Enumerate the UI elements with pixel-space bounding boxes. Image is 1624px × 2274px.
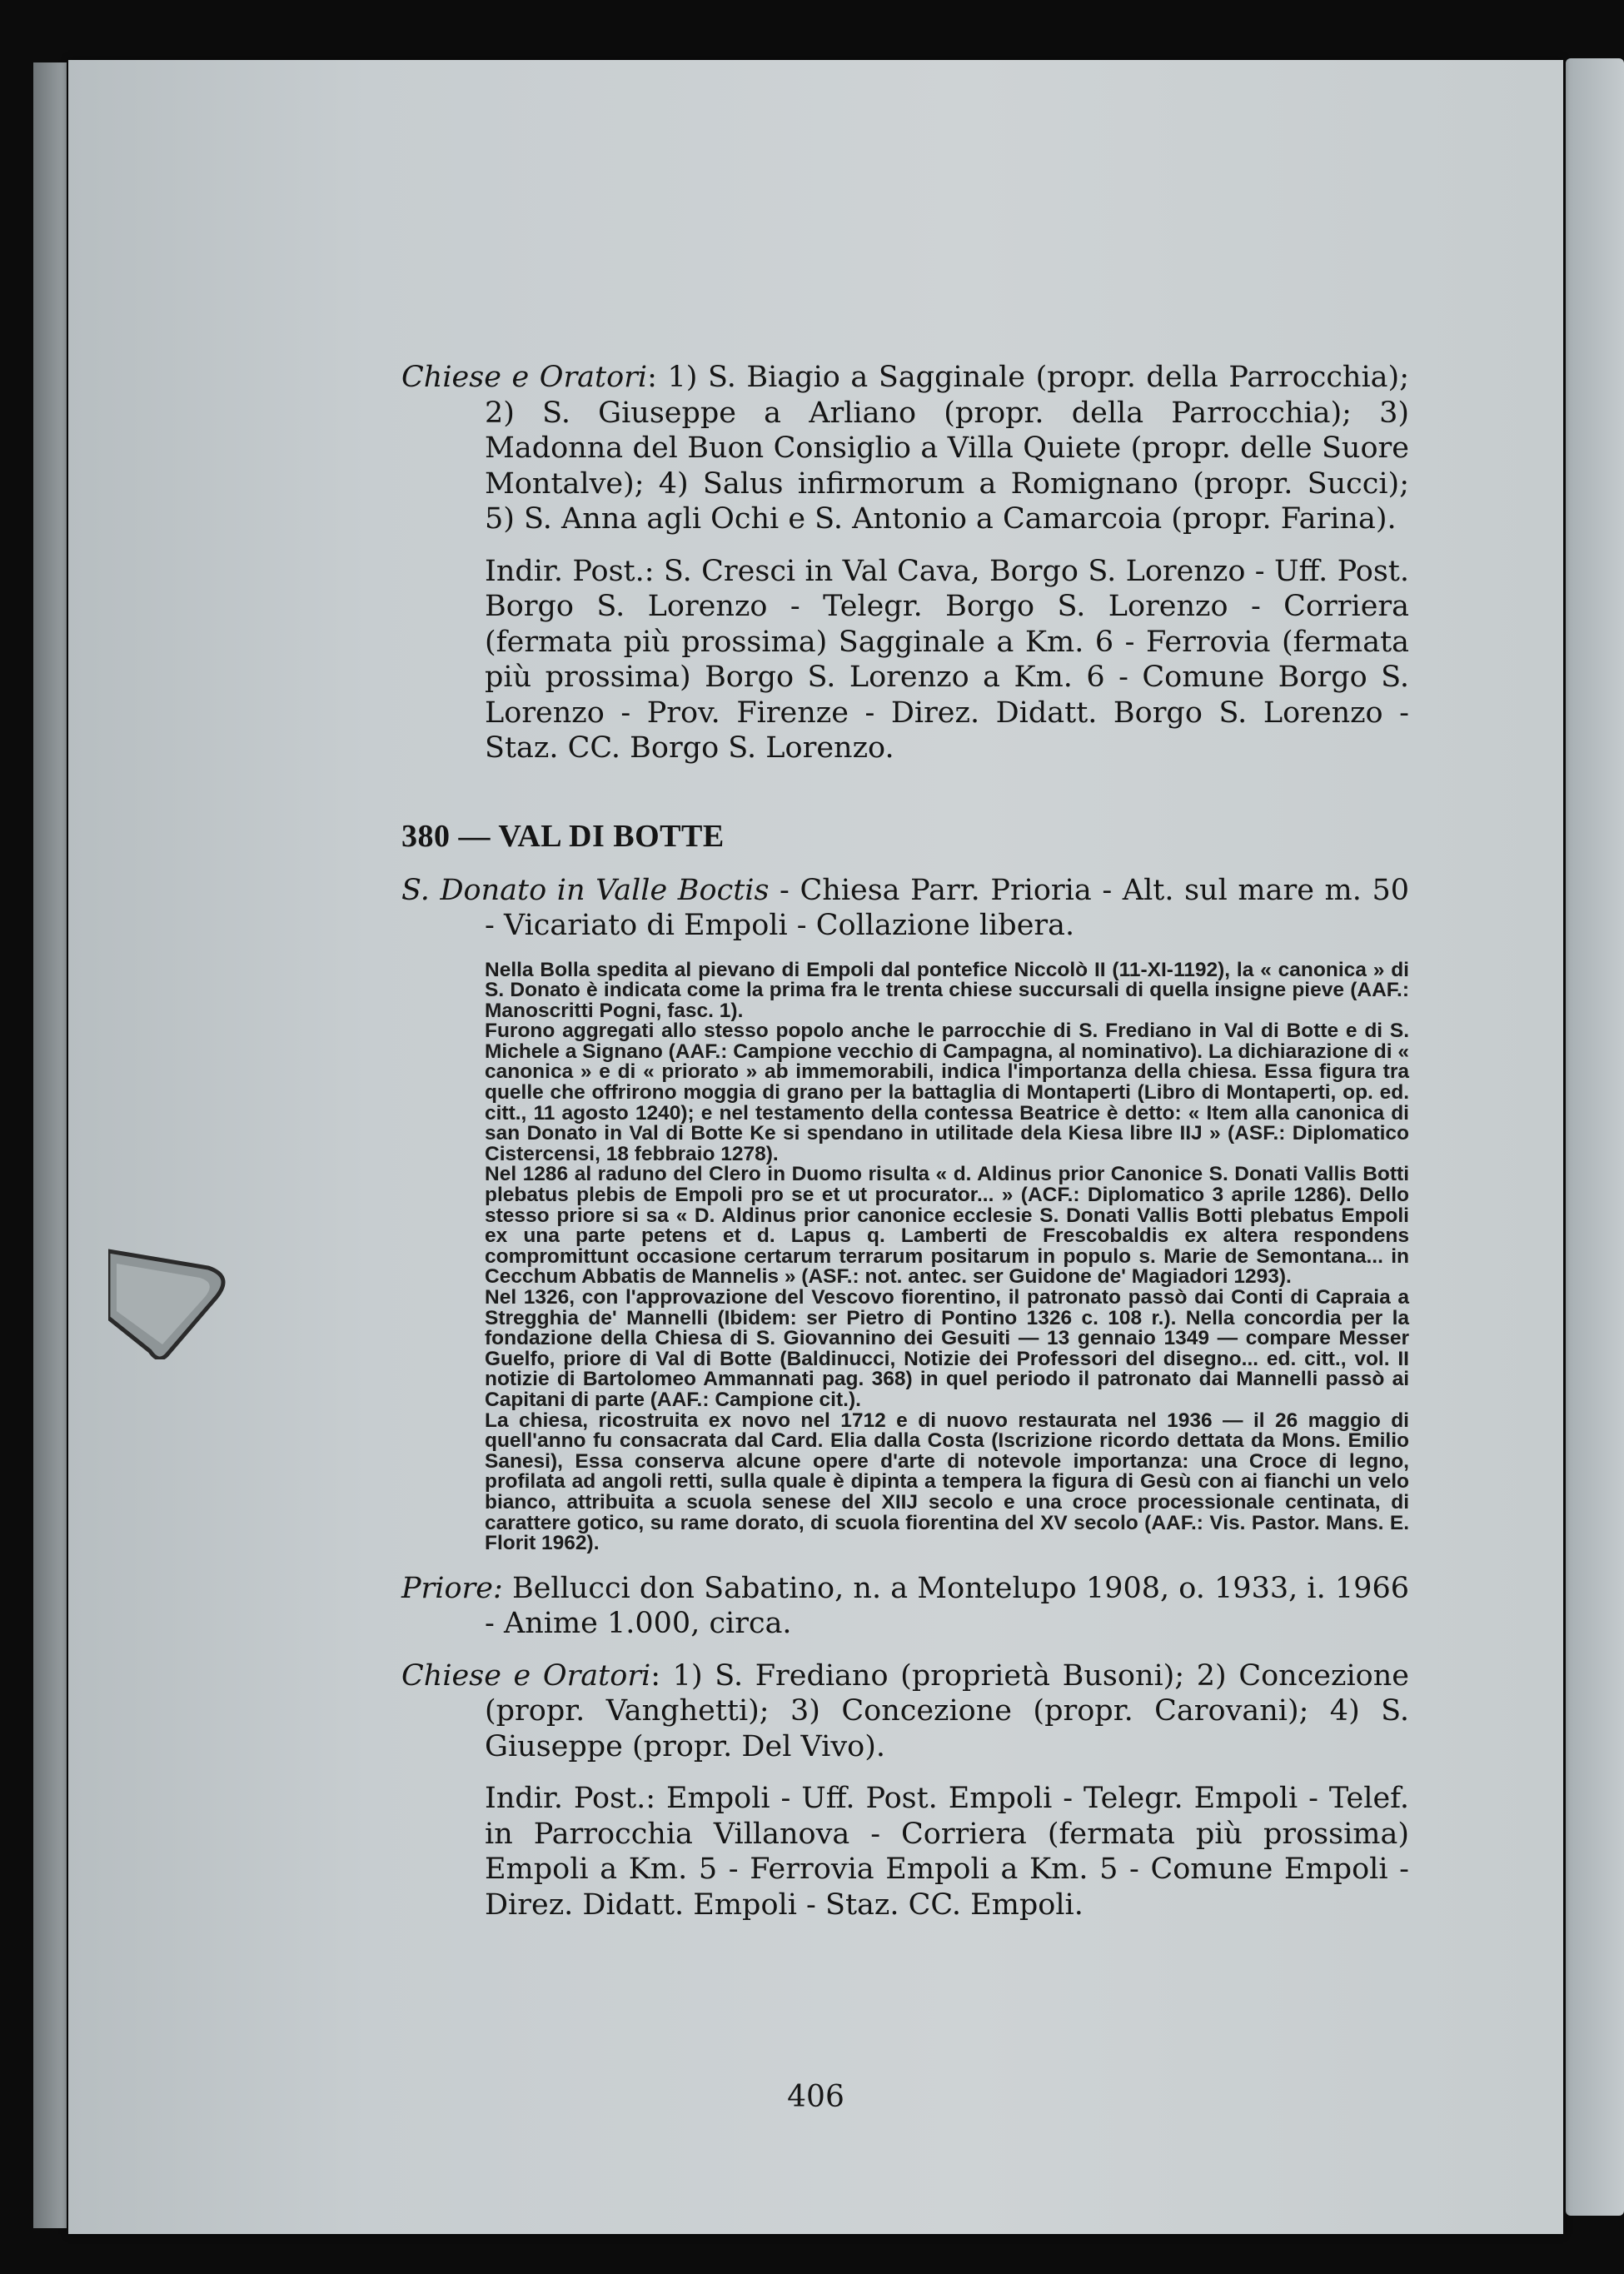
postal-address-1: Indir. Post.: S. Cresci in Val Cava, Borgo S. Lorenzo - Uff. Post. Borgo S. Lorenzo - Telegr. Borgo S. Lorenzo - Corriera (fermata più prossima) Sagginale a Km. 6 - Ferrovia (fermata più prossima) Borgo S. Lorenzo a Km. 6 - Comune Borgo S. Lorenzo - Prov. Firenze - Direz. Didatt. Borgo S. Lorenzo - Staz. CC. Borgo S. Lorenzo.: [485, 554, 1409, 765]
page-number: 406: [787, 2080, 844, 2114]
churches-text-1: : 1) S. Biagio a Sagginale (propr. della Parrocchia); 2) S. Giuseppe a Arliano (propr. della Parrocchia); 3) Madonna del Buon Consiglio a Villa Quiete (propr. delle Suore Montalve); 4) Salus infirmorum a Romignano (propr. Succi); 5) S. Anna agli Ochi e S. Antonio a Camarcoia (propr. Farina).: [485, 361, 1409, 536]
page-content: [401, 360, 1409, 1922]
note-paragraph-2: Furono aggregati allo stesso popolo anche le parrocchie di S. Frediano in Val di Botte e di S. Michele a Signano (AAF.: Campione vecchio di Campagna, al nominativo). La dichiarazione di « canonica » e di « priorato » ab immemorabili, indica l'importanza della chiesa. Essa figura tra quelle che offrirono moggia di grano per la battaglia di Montaperti (Libro di Montaperti, op. ed. citt., 11 agosto 1240); e nel testamento della contessa Beatrice è detto: « Item alla canonica di san Donato in Val di Botte Ke si spendano in utilitade dela Kiesa libre IIJ » (ASF.: Diplomatico Cistercensi, 18 febbraio 1278).: [485, 1020, 1409, 1165]
book-spine-shadow: [33, 62, 67, 2228]
note-paragraph-4: Nel 1326, con l'approvazione del Vescovo fiorentino, il patronato passò dai Conti di Capraia a Stregghia de' Mannelli (Ibidem: ser Pietro di Pontino 1326 c. 108 r.). Nella concordia per la fondazione della Chiesa di S. Giovannino dei Gesuiti — 13 gennaio 1349 — compare Messer Guelfo, priore di Val di Botte (Baldinucci, Notizie dei Professori del disegno... ed. citt., vol. II notizie di Bartolomeo Ammannati pag. 368) in quel periodo il patronato dai Mannelli passò ai Capitani di parte (AAF.: Campione cit.).: [485, 1286, 1409, 1411]
priest-entry: [401, 1571, 1409, 1642]
note-paragraph-1: Nella Bolla spedita al pievano di Empoli dal pontefice Niccolò II (11-XI-1192), la « canonica » di S. Donato è indicata come la prima fra le trenta chiese succursali di quella insigne pieve (AAF.: Manoscritti Pogni, fasc. 1).: [485, 958, 1409, 1022]
parish-entry: [401, 873, 1409, 944]
postal-address-2: Indir. Post.: Empoli - Uff. Post. Empoli - Telegr. Empoli - Telef. in Parrocchia Villanova - Corriera (fermata più prossima) Empoli a Km. 5 - Ferrovia Empoli a Km. 5 - Comune Empoli - Direz. Didatt. Empoli - Staz. CC. Empoli.: [485, 1782, 1409, 1922]
section-title: 380 — VAL DI BOTTE: [401, 818, 725, 854]
bookmark-clip-icon: [108, 1234, 233, 1359]
note-paragraph-5: La chiesa, ricostruita ex novo nel 1712 e di nuovo restaurata nel 1936 — il 26 maggio di quell'anno fu consacrata dal Card. Elia dalla Costa (Iscrizione ricordo dettata da Mons. Emilio Sanesi), Essa conserva alcune opere d'arte di notevole importanza: una Croce di legno, profilata ad angoli retti, sulla quale è dipinta a tempera la figura di Gesù con ai fianchi un velo bianco, attribuita a scuola senese del XIIJ secolo e una croce processionale centinata, di carattere gotico, su rame dorato, di scuola fiorentina del XV secolo (AAF.: Vis. Pastor. Mans. E. Florit 1962).: [485, 1409, 1409, 1555]
churches-entry-2: [401, 1658, 1409, 1765]
parish-name: S. Donato in Valle Boctis: [401, 873, 770, 907]
book-page: [68, 60, 1563, 2234]
priest-label: Priore:: [401, 1571, 503, 1605]
churches-entry-1: [401, 360, 1409, 537]
priest-text: Bellucci don Sabatino, n. a Montelupo 1908, o. 1933, i. 1966 - Anime 1.000, circa.: [485, 1571, 1409, 1641]
churches-label-1: Chiese e Oratori: [401, 361, 648, 394]
note-paragraph-3: Nel 1286 al raduno del Clero in Duomo risulta « d. Aldinus prior Canonice S. Donati Vallis Botti plebatus plebis de Empoli pro se et ut procurator... » (ACF.: Diplomatico 3 aprile 1286). Dello stesso priore si sa « D. Aldinus prior canonice ecclesie S. Donati Vallis Botti plebatus Empoli ex una parte petens et d. Lapus q. Lamberti de Frescobaldis ex altera respondens compromittunt occasione certarum terrarum positarum in populo s. Marie de Semontana... in Cecchum Abbatis de Mannelis » (ASF.: not. antec. ser Guidone de' Magiadori 1293).: [485, 1163, 1409, 1289]
parish-details: - Chiesa Parr. Prioria - Alt. sul mare m. 50 - Vicariato di Empoli - Collazione libera.: [485, 873, 1410, 942]
next-page-edge: [1566, 58, 1624, 2216]
churches-label-2: Chiese e Oratori: [401, 1658, 651, 1693]
historical-notes: [401, 960, 1409, 1554]
churches-text-2: : 1) S. Frediano (proprietà Busoni); 2) Concezione (propr. Vanghetti); 3) Concezione (propr. Carovani); 4) S. Giuseppe (propr. Del Vivo).: [485, 1658, 1409, 1763]
